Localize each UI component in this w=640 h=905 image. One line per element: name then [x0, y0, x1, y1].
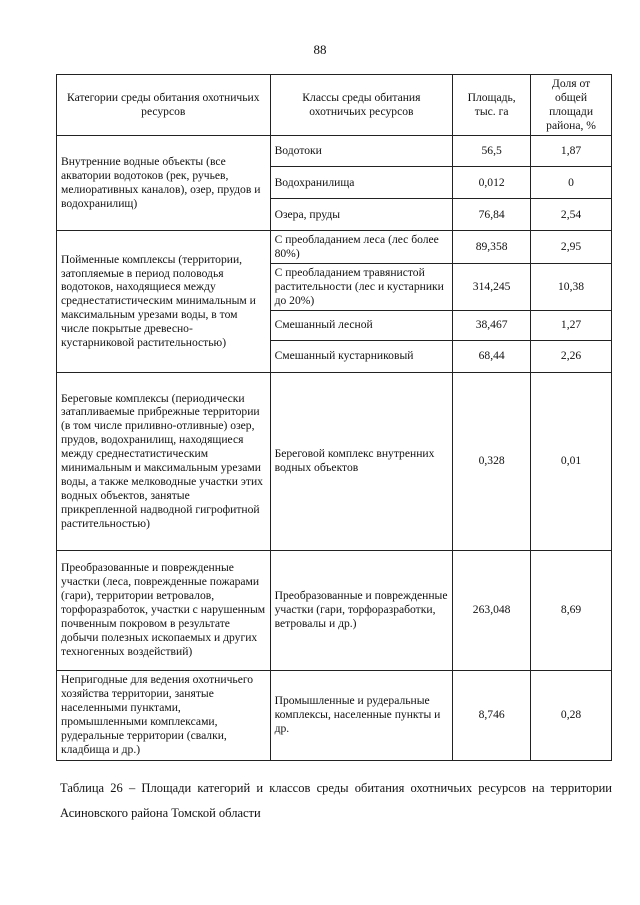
class-cell: Водотоки [270, 136, 453, 167]
area-cell: 0,328 [453, 372, 531, 550]
area-cell: 68,44 [453, 340, 531, 372]
category-cell: Береговые комплексы (периодически затапливаемые прибрежные территории (в том числе приливно-отливные) озер, прудов, водохранилищ, находящиеся между среднестатистическим минимальным и максимальным урезами воды, а также мелководные участки этих водных объектов, занятые прикрепленной надводной гигрофитной растительностью) [57, 372, 271, 550]
header-area: Площадь, тыс. га [453, 75, 531, 136]
share-cell: 2,54 [531, 199, 612, 231]
share-cell: 1,87 [531, 136, 612, 167]
area-cell: 76,84 [453, 199, 531, 231]
area-cell: 263,048 [453, 550, 531, 670]
page-number: 88 [313, 42, 327, 57]
area-cell: 89,358 [453, 231, 531, 264]
share-cell: 0,01 [531, 372, 612, 550]
table-row [57, 372, 612, 550]
class-cell: Береговой комплекс внутренних водных объектов [270, 372, 453, 550]
header-share: Доля от общей площади района, % [531, 75, 612, 136]
class-cell: Смешанный лесной [270, 310, 453, 340]
share-cell: 2,95 [531, 231, 612, 264]
table-caption: Таблица 26 – Площади категорий и классов среды обитания охотничьих ресурсов на территории Асиновского района Томской области [60, 781, 612, 820]
header-class: Классы среды обитания охотничьих ресурсов [270, 75, 453, 136]
habitat-table [56, 74, 612, 761]
share-cell: 10,38 [531, 263, 612, 310]
table-header-row [57, 75, 612, 136]
category-cell: Преобразованные и поврежденные участки (леса, поврежденные пожарами (гари), территории ветровалов, торфоразработок, участки с нарушенным почвенным покровом в результате добычи полезных ископаемых и других техногенных воздействий) [57, 550, 271, 670]
share-cell: 0 [531, 167, 612, 199]
class-cell: Озера, пруды [270, 199, 453, 231]
share-cell: 8,69 [531, 550, 612, 670]
area-cell: 314,245 [453, 263, 531, 310]
category-cell: Непригодные для ведения охотничьего хозяйства территории, занятые населенными пунктами, промышленными комплексами, рудеральные территории (свалки, кладбища и др.) [57, 670, 271, 760]
class-cell: Промышленные и рудеральные комплексы, населенные пункты и др. [270, 670, 453, 760]
share-cell: 0,28 [531, 670, 612, 760]
class-cell: С преобладанием леса (лес более 80%) [270, 231, 453, 264]
table-row [57, 550, 612, 670]
class-cell: Преобразованные и поврежденные участки (гари, торфоразработки, ветровалы и др.) [270, 550, 453, 670]
class-cell: Водохранилища [270, 167, 453, 199]
table-row [57, 231, 612, 264]
header-category: Категории среды обитания охотничьих ресурсов [57, 75, 271, 136]
area-cell: 0,012 [453, 167, 531, 199]
share-cell: 2,26 [531, 340, 612, 372]
class-cell: С преобладанием травянистой растительности (лес и кустарники до 20%) [270, 263, 453, 310]
class-cell: Смешанный кустарниковый [270, 340, 453, 372]
table-row [57, 136, 612, 167]
category-cell: Пойменные комплексы (территории, затопляемые в период половодья водотоков, находящиеся между среднестатистическим минимальным и максимальным урезами воды, в том числе покрытые древесно-кустарниковой растительностью) [57, 231, 271, 373]
area-cell: 38,467 [453, 310, 531, 340]
category-cell: Внутренние водные объекты (все акватории водотоков (рек, ручьев, мелиоративных каналов), озер, прудов и водохранилищ) [57, 136, 271, 231]
area-cell: 8,746 [453, 670, 531, 760]
area-cell: 56,5 [453, 136, 531, 167]
table-row [57, 670, 612, 760]
share-cell: 1,27 [531, 310, 612, 340]
